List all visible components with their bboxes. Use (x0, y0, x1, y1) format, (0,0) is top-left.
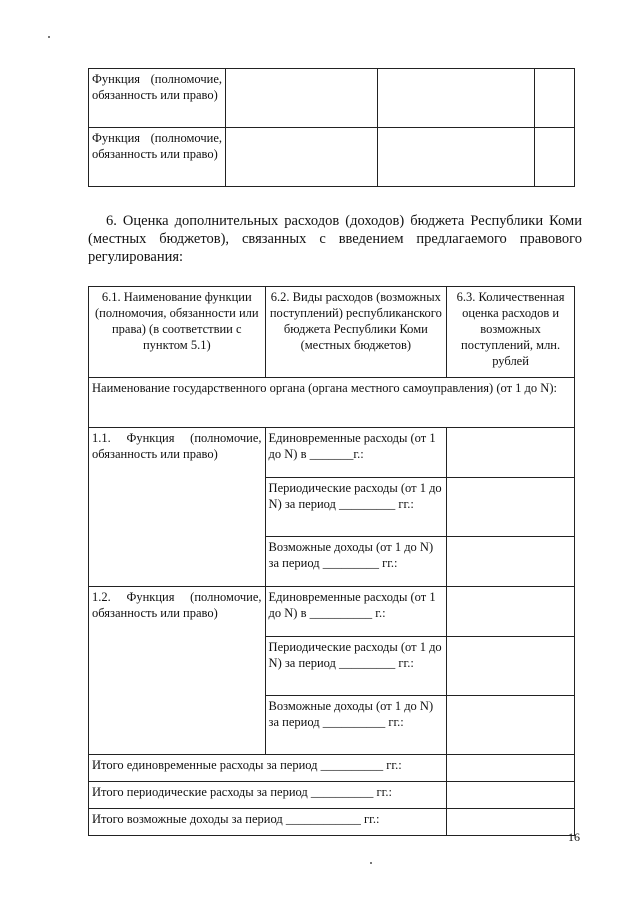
total-row: Итого периодические расходы за период __________ гг.: (89, 782, 447, 809)
expense-item: Возможные доходы (от 1 до N) за период __________ гг.: (265, 696, 447, 755)
empty-cell (447, 755, 575, 782)
empty-cell (447, 637, 575, 696)
empty-cell (535, 128, 575, 187)
header-row (89, 287, 575, 378)
function-name: 1.2. Функция (полномочие, обязанность или право) (89, 587, 266, 755)
table-row (89, 755, 575, 782)
empty-cell (226, 69, 378, 128)
expense-item: Периодические расходы (от 1 до N) за период _________ гг.: (265, 478, 447, 537)
total-row: Итого единовременные расходы за период __________ гг.: (89, 755, 447, 782)
header-expense-types: 6.2. Виды расходов (возможных поступлений) республиканского бюджета Республики Коми (местных бюджетов) (265, 287, 447, 378)
organ-name-row: Наименование государственного органа (органа местного самоуправления) (от 1 до N): (89, 378, 575, 428)
function-name: 1.1. Функция (полномочие, обязанность или право) (89, 428, 266, 587)
empty-cell (447, 428, 575, 478)
empty-cell (378, 128, 535, 187)
table-row (89, 428, 575, 478)
empty-cell (447, 587, 575, 637)
table-row (89, 587, 575, 637)
empty-cell (226, 128, 378, 187)
empty-cell (447, 537, 575, 587)
scan-speck (370, 862, 372, 864)
empty-cell (447, 696, 575, 755)
function-label: Функция (полномочие, обязанность или право) (89, 128, 226, 187)
empty-cell (378, 69, 535, 128)
table-row (89, 128, 575, 187)
total-row: Итого возможные доходы за период ____________ гг.: (89, 809, 447, 836)
empty-cell (447, 809, 575, 836)
section-heading: 6. Оценка дополнительных расходов (доходов) бюджета Республики Коми (местных бюджетов), связанных с введением предлагаемого правового регулирования: (88, 213, 582, 265)
functions-table (88, 68, 575, 187)
header-function: 6.1. Наименование функции (полномочия, обязанности или права) (в соответствии с пунктом 5.1) (89, 287, 266, 378)
expense-item: Единовременные расходы (от 1 до N) в __________ г.: (265, 587, 447, 637)
expense-item: Единовременные расходы (от 1 до N) в _______г.: (265, 428, 447, 478)
expense-item: Периодические расходы (от 1 до N) за период _________ гг.: (265, 637, 447, 696)
scan-speck (48, 36, 50, 38)
empty-cell (535, 69, 575, 128)
expense-item: Возможные доходы (от 1 до N) за период _________ гг.: (265, 537, 447, 587)
empty-cell (447, 782, 575, 809)
function-label: Функция (полномочие, обязанность или право) (89, 69, 226, 128)
table-row (89, 69, 575, 128)
table-row (89, 378, 575, 428)
table-row (89, 809, 575, 836)
budget-assessment-table (88, 286, 575, 836)
page-number: 16 (568, 830, 580, 844)
empty-cell (447, 478, 575, 537)
table-row (89, 782, 575, 809)
header-quantitative: 6.3. Количественная оценка расходов и возможных поступлений, млн. рублей (447, 287, 575, 378)
